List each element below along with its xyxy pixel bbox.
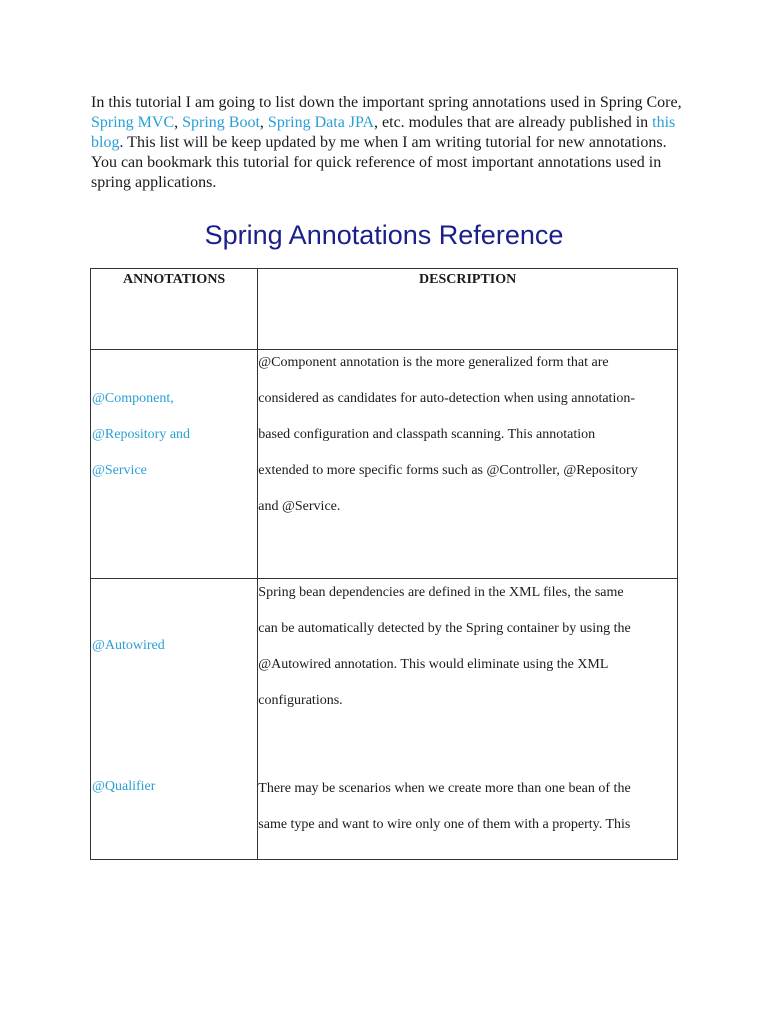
annotation-name: @Component, bbox=[92, 391, 174, 406]
annotation-name: @Service bbox=[92, 463, 147, 478]
description-line: based configuration and classpath scanning. This annotation bbox=[258, 427, 596, 442]
table-row bbox=[91, 350, 678, 579]
description-line: extended to more specific forms such as @Controller, @Repository bbox=[258, 463, 638, 478]
table-row bbox=[91, 579, 678, 860]
intro-sep-1: , bbox=[174, 114, 183, 131]
annotation-name: @Qualifier bbox=[92, 779, 156, 794]
description-line: considered as candidates for auto-detection when using annotation- bbox=[258, 391, 635, 406]
annotations-table bbox=[90, 268, 678, 860]
description-line: Spring bean dependencies are defined in the XML files, the same bbox=[258, 585, 624, 600]
description-line: can be automatically detected by the Spring container by using the bbox=[258, 621, 631, 636]
annotation-name: @Repository and bbox=[92, 427, 191, 442]
annotation-name: @Autowired bbox=[92, 638, 165, 653]
annotation-cell bbox=[91, 579, 258, 860]
page-title: Spring Annotations Reference bbox=[204, 220, 564, 250]
link-spring-mvc[interactable]: Spring MVC bbox=[91, 114, 175, 131]
link-spring-data-jpa[interactable]: Spring Data JPA bbox=[267, 114, 375, 131]
description-cell bbox=[258, 579, 678, 860]
description-cell bbox=[258, 350, 678, 579]
annotation-cell bbox=[91, 350, 258, 579]
header-description: DESCRIPTION bbox=[258, 269, 678, 350]
description-line: @Component annotation is the more generalized form that are bbox=[258, 355, 609, 370]
description-line: same type and want to wire only one of them with a property. This bbox=[258, 817, 631, 832]
table-header-row bbox=[91, 269, 678, 350]
description-line: @Autowired annotation. This would eliminate using the XML bbox=[258, 657, 609, 672]
description-line: and @Service. bbox=[258, 499, 341, 514]
link-spring-boot[interactable]: Spring Boot bbox=[182, 114, 260, 131]
intro-text-1: In this tutorial I am going to list down the important spring annotations used in Spring Core, bbox=[91, 94, 682, 111]
intro-text-2: , etc. modules that are already published in bbox=[374, 114, 653, 131]
header-annotations: ANNOTATIONS bbox=[91, 269, 258, 350]
description-line: There may be scenarios when we create more than one bean of the bbox=[258, 781, 631, 796]
intro-sep-2: , bbox=[259, 114, 268, 131]
description-line: configurations. bbox=[258, 693, 343, 708]
link-this-blog[interactable]: this blog bbox=[91, 114, 676, 151]
intro-paragraph bbox=[91, 93, 691, 193]
intro-text-3: . This list will be keep updated by me when I am writing tutorial for new annotations. You can bookmark this tutorial for quick reference of most important annotations used in spring applications. bbox=[91, 134, 667, 191]
